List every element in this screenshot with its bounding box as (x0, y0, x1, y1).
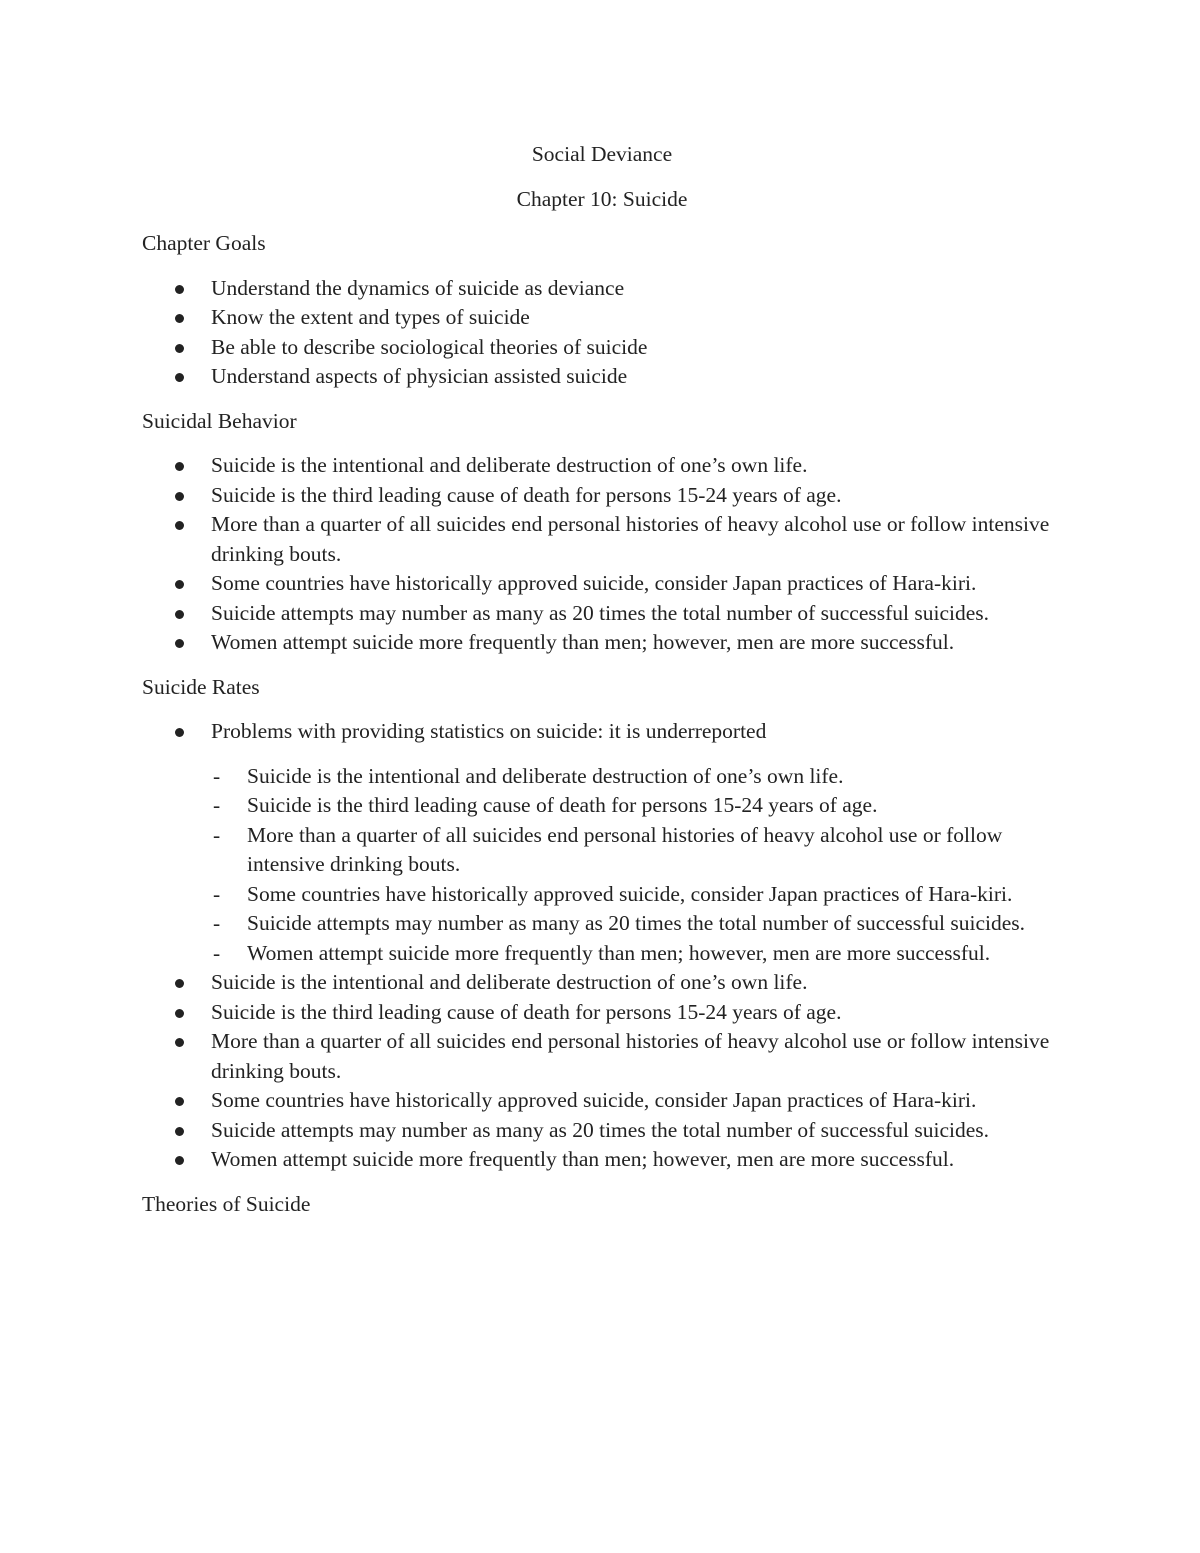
dash-marker: - (213, 881, 221, 906)
list-item-text: Suicide is the intentional and deliberate destruction of one’s own life. (211, 453, 808, 477)
list-item-text: More than a quarter of all suicides end personal histories of heavy alcohol use or follow intensive drinking bouts. (211, 1029, 1050, 1083)
suicide-rates-sublist (142, 762, 1062, 969)
suicide-rates-list (142, 717, 1062, 747)
bullet-icon (175, 639, 184, 648)
sub-list-item (142, 880, 1062, 910)
list-item-text: Understand aspects of physician assisted suicide (211, 364, 628, 388)
sub-list-item-text: Suicide attempts may number as many as 20 times the total number of successful suicides. (247, 911, 1026, 935)
list-item-text: Understand the dynamics of suicide as deviance (211, 275, 625, 300)
sub-list-item (142, 762, 1062, 792)
list-item (142, 628, 1062, 658)
bullet-icon (175, 580, 184, 589)
list-item (142, 362, 1062, 392)
section-heading-theories-of-suicide: Theories of Suicide (142, 1191, 311, 1216)
bullet-icon (175, 285, 184, 294)
list-item (142, 1145, 1062, 1175)
list-item (142, 451, 1062, 481)
bullet-icon (175, 979, 184, 988)
list-item-text: Suicide is the intentional and deliberate destruction of one’s own life. (211, 970, 808, 994)
bullet-icon (175, 610, 184, 619)
dash-marker: - (213, 940, 221, 965)
bullet-icon (175, 1097, 184, 1106)
document-title: Social Deviance (531, 142, 673, 166)
list-item (142, 968, 1062, 998)
bullet-icon (175, 728, 184, 737)
sub-list-item-text: Suicide is the third leading cause of death for persons 15-24 years of age. (247, 793, 878, 817)
list-item-text: Suicide is the third leading cause of death for persons 15-24 years of age. (211, 482, 842, 507)
section-heading-suicidal-behavior: Suicidal Behavior (142, 408, 297, 433)
list-item-text: Be able to describe sociological theories of suicide (211, 334, 648, 359)
list-item-text: Suicide attempts may number as many as 20 times the total number of successful suicides. (211, 600, 990, 625)
list-item-text: Know the extent and types of suicide (211, 305, 530, 329)
bullet-icon (175, 1038, 184, 1047)
bullet-icon (175, 492, 184, 501)
list-item (142, 1027, 1062, 1086)
list-item (142, 303, 1062, 333)
sub-list-item-text: Women attempt suicide more frequently than men; however, men are more successful. (247, 940, 991, 965)
dash-marker: - (213, 822, 221, 847)
sub-list-item (142, 939, 1062, 969)
bullet-icon (175, 344, 184, 353)
sub-list-item (142, 821, 1062, 880)
list-item (142, 1086, 1062, 1116)
list-item (142, 599, 1062, 629)
section-heading-suicide-rates: Suicide Rates (142, 674, 260, 699)
list-item (142, 274, 1062, 304)
list-item-text: Suicide attempts may number as many as 20 times the total number of successful suicides. (211, 1117, 990, 1142)
list-item-text: Suicide is the third leading cause of death for persons 15-24 years of age. (211, 999, 842, 1024)
sub-list-item-text: More than a quarter of all suicides end personal histories of heavy alcohol use or follow intensive drinking bouts. (247, 822, 1003, 876)
list-item (142, 333, 1062, 363)
dash-marker: - (213, 793, 221, 817)
list-item (142, 1116, 1062, 1146)
dash-marker: - (213, 763, 221, 788)
dash-marker: - (213, 911, 221, 935)
bullet-icon (175, 373, 184, 382)
list-item-text: Women attempt suicide more frequently than men; however, men are more successful. (211, 630, 955, 654)
list-item-text: More than a quarter of all suicides end personal histories of heavy alcohol use or follow intensive drinking bouts. (211, 512, 1050, 566)
list-item (142, 998, 1062, 1028)
sub-list-item (142, 791, 1062, 821)
bullet-icon (175, 1009, 184, 1018)
list-item-text: Women attempt suicide more frequently than men; however, men are more successful. (211, 1147, 955, 1171)
suicide-rates-list-continued (142, 968, 1062, 1175)
sub-list-item-text: Suicide is the intentional and deliberate destruction of one’s own life. (247, 763, 844, 788)
list-item (142, 717, 1062, 747)
list-item-text: Problems with providing statistics on suicide: it is underreported (211, 719, 767, 743)
document-body (142, 140, 1062, 1219)
suicidal-behavior-list (142, 451, 1062, 658)
list-item-text: Some countries have historically approved suicide, consider Japan practices of Hara-kiri. (211, 571, 977, 595)
chapter-goals-list (142, 274, 1062, 392)
chapter-title: Chapter 10: Suicide (516, 186, 688, 211)
bullet-icon (175, 1156, 184, 1165)
list-item-text: Some countries have historically approved suicide, consider Japan practices of Hara-kiri. (211, 1088, 977, 1112)
bullet-icon (175, 521, 184, 530)
list-item (142, 481, 1062, 511)
list-item (142, 510, 1062, 569)
bullet-icon (175, 1127, 184, 1136)
sub-list-item-text: Some countries have historically approved suicide, consider Japan practices of Hara-kiri. (247, 881, 1013, 906)
sub-list-item (142, 909, 1062, 939)
section-heading-chapter-goals: Chapter Goals (142, 231, 266, 255)
list-item (142, 569, 1062, 599)
bullet-icon (175, 314, 184, 323)
bullet-icon (175, 462, 184, 471)
